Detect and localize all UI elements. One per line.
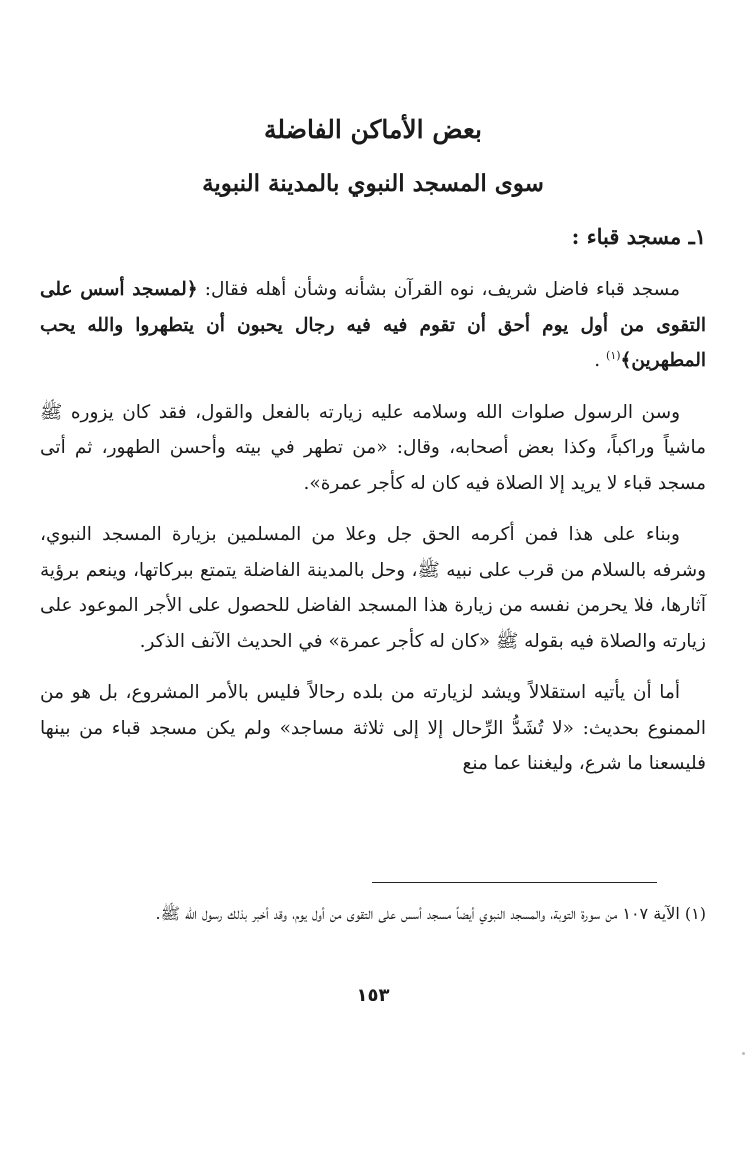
paragraph-travel: أما أن يأتيه استقلالاً ويشد لزيارته من بلده رحالاً فليس بالأمر المشروع، بل هو من الممنوع بحديث: «لا تُشَدُّ الرِّحال إلا إلى ثلاثة مساجد» ولم يكن مسجد قباء من بينها فليسعنا ما شرع، وليغننا عما منع (40, 682, 706, 774)
paragraph-visitors: وبناء على هذا فمن أكرمه الحق جل وعلا من المسلمين بزيارة المسجد النبوي، وشرفه بالسلام من قرب على نبيه ﷺ، وحل بالمدينة الفاضلة يتمتع ببركاتها، وينعم برؤية آثارها، فلا يحرمن نفسه من زيارة هذا المسجد الفاضل للحصول على الأجر الموعود على زيارته والصلاة فيه بقوله ﷺ «كان له كأجر عمرة» في الحديث الآنف الذكر. (40, 524, 706, 652)
page-body (40, 108, 706, 782)
scan-speck (742, 1052, 745, 1055)
intro-text: مسجد قباء فاضل شريف، نوه القرآن بشأنه وشأن أهله فقال: (204, 279, 680, 300)
footnote: (١) الآية ١٠٧ من سورة التوبة، والمسجد النبوي أيضاً مسجد أسس على التقوى من أول يوم، وقد أخبر بذلك رسول الله ﷺ. (155, 904, 706, 923)
paragraph-sunnah: وسن الرسول صلوات الله وسلامه عليه زيارته بالفعل والقول، فقد كان يزوره ﷺ ماشياً وراكباً، وكذا بعض أصحابه، وقال: «من تطهر في بيته وأحسن الطهور، ثم أتى مسجد قباء لا يريد إلا الصلاة فيه كان له كأجر عمرة». (40, 401, 706, 494)
section-heading: ١ـ مسجد قباء : (571, 224, 706, 249)
page-number: ١٥٣ (356, 985, 390, 1006)
quran-verse: ﴿لمسجد أسس على التقوى من أول يوم أحق أن تقوم فيه فيه رجال يحبون أن يتطهروا والله يحب المطهرين﴾ (40, 279, 706, 371)
footnote-reference: (١) (606, 348, 621, 362)
page-subtitle: سوى المسجد النبوي بالمدينة النبوية (202, 170, 544, 197)
footnote-divider (372, 882, 657, 883)
intro-end: . (594, 350, 601, 371)
paragraph-quba-intro (40, 272, 706, 379)
page-title: بعض الأماكن الفاضلة (264, 115, 482, 144)
